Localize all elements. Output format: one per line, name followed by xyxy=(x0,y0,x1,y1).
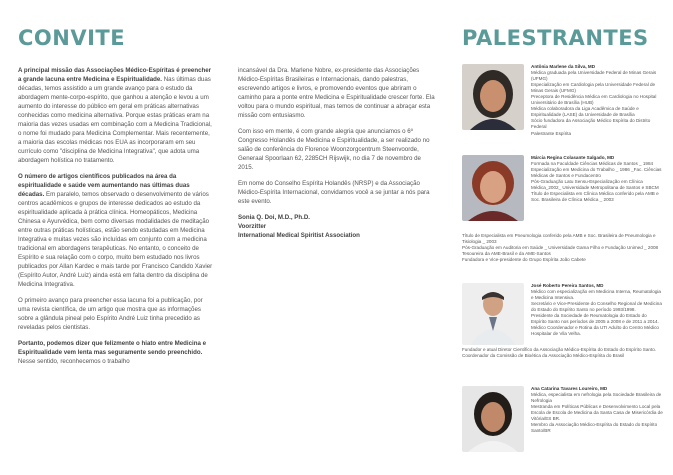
speaker-bio-line: Tesoureira da AME-Brasil e da AME-Santos xyxy=(462,251,551,257)
speaker-bio-4 xyxy=(531,386,663,434)
paragraph-articles-lead: O número de artigos científicos publicados na área da espiritualidade e saúde vem aumentando nas últimas duas décadas. xyxy=(18,173,190,198)
speaker-name: Ana Catarina Tavares Loureiro, MD xyxy=(531,386,608,391)
paragraph-gap xyxy=(18,339,214,366)
speaker-name: Márcia Regina Colasante Salgado, MD xyxy=(531,155,615,160)
palestrantes-heading: PALESTRANTES xyxy=(462,26,649,50)
paragraph-mission-body: Nas últimas duas décadas, temos assistido a um grande avanço para o estudo da abordagem mente-corpo-espírito, que ganhou a atenção e levou a um aumento do interesse do público em geral em práticas alternativas conhecidas como medicina alternativa. Porque estas práticas eram na maioria das vezes usadas em combinação com a Medicina Tradicional, o nome foi mudado para Medicina Complementar. Mais recentemente, a maioria das escolas médicas nos EUA as incorporaram em seu currículo como "disciplina de Medicina Integrativa", que adota uma abordagem holística no tratamento. xyxy=(18,76,212,164)
speaker-bio-line: Especialização em Cardiologia pela Universidade Federal de Minas Gerais (UFMG) xyxy=(531,82,656,94)
invitation-column-right xyxy=(238,66,436,247)
speaker-bio-line: Título de Especialista em Clínica Médica conferido pela AMB e Soc. Brasileira de Clínica Médica _ 2003 xyxy=(531,191,659,203)
paragraph-mission xyxy=(18,66,214,165)
paragraph-marlene: incansável da Dra. Marlene Nobre, ex-presidente das Associações Médico-Espíritas Brasileiras e Internacionais, dando palestras, escrevendo artigos e livros, e promovendo eventos que abriram o caminho para a ponte entre Medicina e Espiritualidade crescer forte. Ela voltou para o mundo espiritual, mas temos de continuar a abraçar esta missão com entusiasmo. xyxy=(238,67,435,119)
speaker-bio-line: Preceptora de Residência Médica em Cardiologia no Hospital Universitário de Brasília (HUB) xyxy=(531,94,657,106)
speaker-bio-1 xyxy=(531,64,663,137)
speaker-bio-line: Secretário e Vice-Presidente do Conselho Regional de Medicina do Estado do Espírito Santo no período 1993/1998. xyxy=(531,301,662,313)
speaker-bio-line: Fundador e atual Diretor Científico da Associação Médico-Espírita do Estado do Espírito Santo. xyxy=(462,347,657,352)
paragraph-articles-body: Em paralelo, temos observado o desenvolvimento de vários centros acadêmicos e grupos de interesse dedicados ao estudo da espiritualidade aplicada à prática clínica. Homeopáticos, Medicina Chinesa e Ayurvédica, bem como diversas modalidades de meditação entre outras práticas holísticas, estão sendo estudadas em Medicina Integrativa e muitas vezes são incluídas em conjunto com a medicina tradicional em abordagens terapêuticas. No entanto, o conceito de Espírito e sua relação com o corpo, muito bem estudado nos livros publicados por Allan Kardec e mais tarde por Francisco Candido Xavier (Espírito Autor, André Luiz) ainda está em falta dentro da disciplina de Medicina Integrativa. xyxy=(18,191,213,288)
signature-role: Voorzitter xyxy=(238,223,267,230)
speaker-bio-line: Especialização em Medicina do Trabalho _ 1986 _Fac. Ciências Médicas de Santos e Fundacentro xyxy=(531,167,662,179)
speaker-photo-1 xyxy=(462,64,524,130)
speaker-bio-line: Presidente da Sociedade de Reumatologia do Estado do Espírito Santo nos períodos de 2005 a 2008 e de 2011 a 2014. xyxy=(531,313,659,325)
speaker-photo-4 xyxy=(462,386,524,452)
speaker-bio-line: Membro da Associação Médico-Espírita do Estado do Espírito Santo/BR xyxy=(531,422,658,434)
speaker-bio-line: Médica, especialista em nefrologia pela Sociedade Brasileira de Nefrologia xyxy=(531,392,662,404)
speaker-name: Antônia Marlene da Silva, MD xyxy=(531,64,596,69)
speaker-bio-line: Fundadora e Vice-presidente do Grupo Espírita João Cabete xyxy=(462,257,586,263)
paragraph-pineal: O primeiro avanço para preencher essa lacuna foi a publicação, por uma revista científica, de um artigo que mostra que as informações sobre a glândula pineal pelo Espírito André Luiz tinha precedido as reveladas pelos cientistas. xyxy=(18,297,203,331)
paragraph-articles xyxy=(18,172,214,289)
speaker-bio-line: Coordenador da Comissão de Bioética da Associação Médico-Espírita do Brasil xyxy=(462,353,625,359)
convite-heading: CONVITE xyxy=(18,26,126,50)
speaker-bio-line: Pós-Graduação Latu Sensu-Especialização em Clínica Médica_2002_ Universidade Metropolitana de Santos e SBCM xyxy=(531,179,659,191)
speaker-bio-line: Médico com especialização em Medicina Interna, Reumatologia e Medicina Intensiva. xyxy=(531,289,661,301)
speaker-bio-3 xyxy=(531,283,663,337)
signature-block xyxy=(238,213,436,240)
speaker-bio-line: Formada na Faculdade Ciências Médicas de Santos _ 1984 xyxy=(531,161,654,167)
speaker-bio-line: Palestrante Espírita xyxy=(531,130,572,136)
speaker-bio-2 xyxy=(531,155,663,203)
speaker-bio-3-continued xyxy=(462,347,663,359)
speaker-bio-line: Sócio fundadora da Associação Médico Espírita do Distrito Federal xyxy=(531,118,651,130)
paragraph-congress: Com isso em mente, é com grande alegria que anunciamos o 6º Congresso Holandês de Medicina e Espiritualidade, a ser realizado no salão de conferência do Florence Woonzorgcentrum Steenvoorde, Generaal Spoorlaan 62, 2285CH Rijswijk, no dia 7 de novembro de 2015. xyxy=(238,128,430,171)
speaker-bio-line: Título de Especialista em Pneumologia conferido pela AMB e Soc. Brasileira de Pneumologia e Tisiologia _ 2003 xyxy=(462,233,656,245)
speaker-photo-3 xyxy=(462,283,524,345)
paragraph-invitation: Em nome do Conselho Espírita Holandês (NRSP) e da Associação Médico-Espírita Internacional, convidamos você a se juntar a nós para este evento. xyxy=(238,180,430,205)
paragraph-gap-lead: Portanto, podemos dizer que felizmente o hiato entre Medicina e Espiritualidade vem lenta mas seguramente sendo preenchido. xyxy=(18,340,207,356)
invitation-column-left xyxy=(18,66,214,373)
speaker-bio-line: Médica colaboradora da Liga Acadêmica de Saúde e Espiritualidade (LASE) da Universidade de Brasília xyxy=(531,106,639,118)
signature-name: Sonia Q. Doi, M.D., Ph.D. xyxy=(238,214,310,221)
paragraph-gap-body: Nesse sentido, reconhecemos o trabalho xyxy=(18,358,130,365)
speaker-bio-line: Mestranda em Políticas Públicas e Desenvolvimento Local pela Escola de Escola de Medicina da Santa Casa de Misericórdia de Vitória/ES BR. xyxy=(531,404,663,422)
speaker-bio-line: Pós-Graduação em Auditoria em Saúde _ Universidade Gama Filho e Fundação Unimed _ 2008 xyxy=(462,245,659,251)
signature-org: International Medical Spiritist Association xyxy=(238,232,360,239)
speaker-bio-line: Médica graduada pela Universidade Federal de Minas Gerais (UFMG) xyxy=(531,70,657,82)
speaker-photo-2 xyxy=(462,155,524,221)
paragraph-mission-lead: A principal missão das Associações Médico-Espíritas é preencher a grande lacuna entre Medicina e Espiritualidade. xyxy=(18,67,212,83)
speaker-name: José Roberto Pereira Santos, MD xyxy=(531,283,604,288)
speaker-bio-2-continued xyxy=(462,233,663,263)
speaker-bio-line: Médico Coordenador e Rotina da UTI Adulto do Centro Médico Hospitalar de Vila Velha. xyxy=(531,325,659,337)
